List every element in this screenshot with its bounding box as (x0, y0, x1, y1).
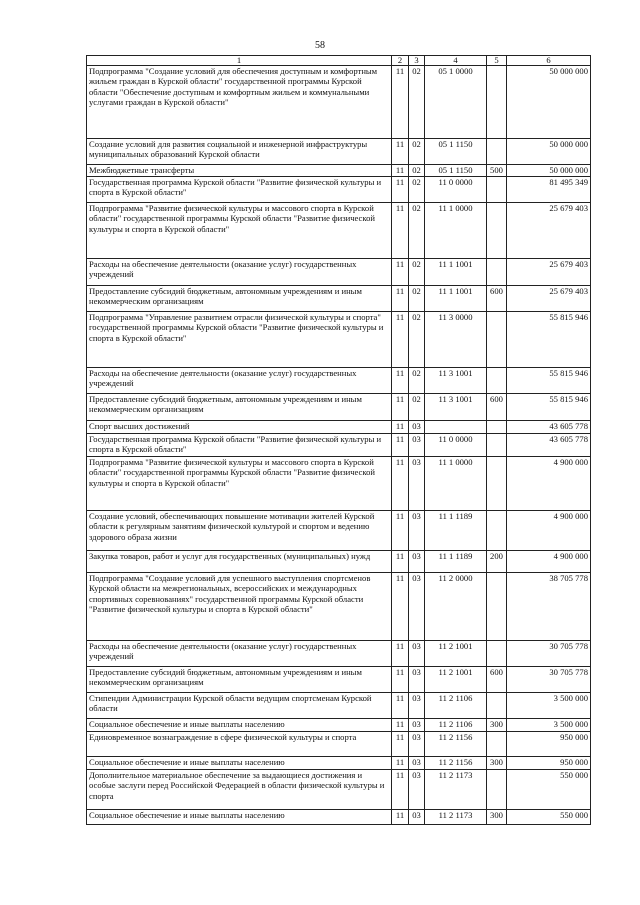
row-target-article-cell: 05 1 1150 (425, 139, 487, 165)
row-target-article-cell: 11 2 1001 (425, 641, 487, 667)
row-expense-type-cell: 300 (487, 719, 507, 732)
row-subsection-cell: 03 (409, 434, 425, 457)
row-section-cell: 11 (392, 573, 409, 641)
row-amount-cell: 25 679 403 (507, 203, 591, 259)
table-row (87, 394, 591, 421)
row-name-cell: Стипендии Администрации Курской области ведущим спортсменам Курской области (87, 693, 392, 719)
row-section-cell: 11 (392, 551, 409, 573)
table-row (87, 286, 591, 312)
row-subsection-cell: 03 (409, 511, 425, 551)
row-section-cell: 11 (392, 770, 409, 810)
row-expense-type-cell (487, 312, 507, 368)
row-target-article-cell: 11 2 1106 (425, 719, 487, 732)
table-row (87, 421, 591, 434)
row-name-cell: Межбюджетные трансферты (87, 165, 392, 177)
row-expense-type-cell (487, 139, 507, 165)
row-subsection-cell: 02 (409, 66, 425, 139)
row-section-cell: 11 (392, 394, 409, 421)
row-target-article-cell: 11 3 0000 (425, 312, 487, 368)
row-amount-cell: 50 000 000 (507, 139, 591, 165)
row-expense-type-cell: 200 (487, 551, 507, 573)
row-subsection-cell: 02 (409, 203, 425, 259)
row-section-cell: 11 (392, 732, 409, 757)
row-target-article-cell: 11 2 1156 (425, 732, 487, 757)
row-name-cell: Расходы на обеспечение деятельности (оказание услуг) государственных учреждений (87, 368, 392, 394)
row-section-cell: 11 (392, 667, 409, 693)
row-amount-cell: 55 815 946 (507, 368, 591, 394)
row-amount-cell: 3 500 000 (507, 719, 591, 732)
row-name-cell: Подпрограмма "Создание условий для обеспечения доступным и комфортным жильем граждан в Курской области" государственной программы Курской области "Обеспечение доступным и комфортным жильем и коммунальными услугами граждан в Курской области" (87, 66, 392, 139)
row-target-article-cell (425, 421, 487, 434)
row-subsection-cell: 02 (409, 177, 425, 203)
row-target-article-cell: 11 3 1001 (425, 394, 487, 421)
row-expense-type-cell (487, 177, 507, 203)
row-expense-type-cell (487, 434, 507, 457)
row-name-cell: Дополнительное материальное обеспечение за выдающиеся достижения и особые заслуги перед Российской Федерацией в области физической культуры и спорта (87, 770, 392, 810)
row-name-cell: Предоставление субсидий бюджетным, автономным учреждениям и иным некоммерческим организациям (87, 667, 392, 693)
row-target-article-cell: 11 2 1173 (425, 810, 487, 825)
row-expense-type-cell: 500 (487, 165, 507, 177)
row-expense-type-cell (487, 368, 507, 394)
row-name-cell: Социальное обеспечение и иные выплаты населению (87, 810, 392, 825)
column-header: 4 (425, 56, 487, 66)
row-subsection-cell: 03 (409, 421, 425, 434)
row-subsection-cell: 02 (409, 165, 425, 177)
row-amount-cell: 81 495 349 (507, 177, 591, 203)
table-row (87, 732, 591, 757)
row-subsection-cell: 03 (409, 757, 425, 770)
row-amount-cell: 55 815 946 (507, 312, 591, 368)
row-target-article-cell: 11 2 0000 (425, 573, 487, 641)
row-target-article-cell: 11 2 1001 (425, 667, 487, 693)
row-section-cell: 11 (392, 66, 409, 139)
row-subsection-cell: 03 (409, 641, 425, 667)
table-row (87, 368, 591, 394)
table-row (87, 573, 591, 641)
budget-table (86, 55, 591, 825)
row-target-article-cell: 11 2 1173 (425, 770, 487, 810)
row-amount-cell: 3 500 000 (507, 693, 591, 719)
row-name-cell: Социальное обеспечение и иные выплаты населению (87, 719, 392, 732)
row-subsection-cell: 02 (409, 312, 425, 368)
row-subsection-cell: 02 (409, 139, 425, 165)
row-expense-type-cell (487, 511, 507, 551)
row-subsection-cell: 03 (409, 719, 425, 732)
row-amount-cell: 50 000 000 (507, 66, 591, 139)
row-expense-type-cell (487, 259, 507, 286)
row-subsection-cell: 02 (409, 394, 425, 421)
row-expense-type-cell: 300 (487, 810, 507, 825)
row-subsection-cell: 03 (409, 551, 425, 573)
table-row (87, 719, 591, 732)
row-section-cell: 11 (392, 259, 409, 286)
row-name-cell: Подпрограмма "Управление развитием отрасли физической культуры и спорта" государственной программы Курской области "Развитие физической культуры и спорта в Курской области" (87, 312, 392, 368)
row-amount-cell: 43 605 778 (507, 434, 591, 457)
row-target-article-cell: 11 1 1001 (425, 286, 487, 312)
row-name-cell: Предоставление субсидий бюджетным, автономным учреждениям и иным некоммерческим организациям (87, 394, 392, 421)
row-expense-type-cell (487, 66, 507, 139)
table-row (87, 693, 591, 719)
row-amount-cell: 4 900 000 (507, 551, 591, 573)
row-amount-cell: 550 000 (507, 770, 591, 810)
row-amount-cell: 4 900 000 (507, 511, 591, 551)
row-name-cell: Расходы на обеспечение деятельности (оказание услуг) государственных учреждений (87, 259, 392, 286)
column-header: 6 (507, 56, 591, 66)
row-subsection-cell: 02 (409, 368, 425, 394)
row-target-article-cell: 11 0 0000 (425, 177, 487, 203)
row-amount-cell: 25 679 403 (507, 286, 591, 312)
row-amount-cell: 950 000 (507, 757, 591, 770)
row-expense-type-cell: 600 (487, 667, 507, 693)
table-row (87, 66, 591, 139)
row-section-cell: 11 (392, 139, 409, 165)
row-target-article-cell: 11 1 1189 (425, 511, 487, 551)
column-header: 2 (392, 56, 409, 66)
table-row (87, 177, 591, 203)
row-section-cell: 11 (392, 511, 409, 551)
row-expense-type-cell (487, 693, 507, 719)
table-row (87, 551, 591, 573)
row-amount-cell: 30 705 778 (507, 667, 591, 693)
row-section-cell: 11 (392, 757, 409, 770)
row-name-cell: Закупка товаров, работ и услуг для государственных (муниципальных) нужд (87, 551, 392, 573)
row-subsection-cell: 03 (409, 732, 425, 757)
row-section-cell: 11 (392, 719, 409, 732)
row-name-cell: Государственная программа Курской области "Развитие физической культуры и спорта в Курской области" (87, 434, 392, 457)
row-target-article-cell: 11 2 1156 (425, 757, 487, 770)
row-name-cell: Подпрограмма "Развитие физической культуры и массового спорта в Курской области" государственной программы Курской области "Развитие физической культуры и спорта в Курской области" (87, 203, 392, 259)
table-row (87, 312, 591, 368)
row-name-cell: Расходы на обеспечение деятельности (оказание услуг) государственных учреждений (87, 641, 392, 667)
table-row (87, 810, 591, 825)
row-amount-cell: 25 679 403 (507, 259, 591, 286)
row-subsection-cell: 03 (409, 667, 425, 693)
row-section-cell: 11 (392, 810, 409, 825)
row-section-cell: 11 (392, 368, 409, 394)
row-expense-type-cell (487, 203, 507, 259)
row-amount-cell: 38 705 778 (507, 573, 591, 641)
row-section-cell: 11 (392, 693, 409, 719)
row-section-cell: 11 (392, 286, 409, 312)
row-amount-cell: 55 815 946 (507, 394, 591, 421)
row-section-cell: 11 (392, 457, 409, 511)
row-target-article-cell: 11 1 0000 (425, 203, 487, 259)
row-section-cell: 11 (392, 421, 409, 434)
row-name-cell: Создание условий для развития социальной и инженерной инфраструктуры муниципальных образований Курской области (87, 139, 392, 165)
row-section-cell: 11 (392, 312, 409, 368)
row-section-cell: 11 (392, 641, 409, 667)
row-name-cell: Социальное обеспечение и иные выплаты населению (87, 757, 392, 770)
table-row (87, 165, 591, 177)
table-header-row (87, 56, 591, 66)
row-target-article-cell: 11 1 1189 (425, 551, 487, 573)
row-name-cell: Спорт высших достижений (87, 421, 392, 434)
row-target-article-cell: 11 2 1106 (425, 693, 487, 719)
column-header: 5 (487, 56, 507, 66)
table-row (87, 457, 591, 511)
row-subsection-cell: 03 (409, 810, 425, 825)
table-row (87, 203, 591, 259)
row-expense-type-cell: 600 (487, 286, 507, 312)
table-row (87, 770, 591, 810)
row-target-article-cell: 11 1 0000 (425, 457, 487, 511)
row-expense-type-cell (487, 421, 507, 434)
row-name-cell: Государственная программа Курской области "Развитие физической культуры и спорта в Курской области" (87, 177, 392, 203)
table-row (87, 757, 591, 770)
row-expense-type-cell (487, 457, 507, 511)
row-amount-cell: 30 705 778 (507, 641, 591, 667)
row-subsection-cell: 02 (409, 286, 425, 312)
column-header: 1 (87, 56, 392, 66)
row-expense-type-cell (487, 641, 507, 667)
row-amount-cell: 50 000 000 (507, 165, 591, 177)
row-amount-cell: 550 000 (507, 810, 591, 825)
table-row (87, 434, 591, 457)
column-header: 3 (409, 56, 425, 66)
row-expense-type-cell: 300 (487, 757, 507, 770)
row-subsection-cell: 02 (409, 259, 425, 286)
row-name-cell: Создание условий, обеспечивающих повышение мотивации жителей Курской области к регулярным занятиям физической культурой и спортом и ведению здорового образа жизни (87, 511, 392, 551)
row-expense-type-cell (487, 732, 507, 757)
table-row (87, 139, 591, 165)
page-number: 58 (315, 40, 325, 51)
row-subsection-cell: 03 (409, 457, 425, 511)
row-section-cell: 11 (392, 177, 409, 203)
row-section-cell: 11 (392, 165, 409, 177)
row-target-article-cell: 11 0 0000 (425, 434, 487, 457)
row-target-article-cell: 11 3 1001 (425, 368, 487, 394)
row-section-cell: 11 (392, 203, 409, 259)
row-subsection-cell: 03 (409, 693, 425, 719)
row-name-cell: Предоставление субсидий бюджетным, автономным учреждениям и иным некоммерческим организациям (87, 286, 392, 312)
row-amount-cell: 4 900 000 (507, 457, 591, 511)
row-amount-cell: 950 000 (507, 732, 591, 757)
row-target-article-cell: 11 1 1001 (425, 259, 487, 286)
row-target-article-cell: 05 1 0000 (425, 66, 487, 139)
row-subsection-cell: 03 (409, 573, 425, 641)
row-expense-type-cell: 600 (487, 394, 507, 421)
row-expense-type-cell (487, 770, 507, 810)
row-amount-cell: 43 605 778 (507, 421, 591, 434)
row-subsection-cell: 03 (409, 770, 425, 810)
table-row (87, 667, 591, 693)
table-row (87, 259, 591, 286)
row-expense-type-cell (487, 573, 507, 641)
table-row (87, 641, 591, 667)
row-target-article-cell: 05 1 1150 (425, 165, 487, 177)
row-name-cell: Единовременное вознаграждение в сфере физической культуры и спорта (87, 732, 392, 757)
row-section-cell: 11 (392, 434, 409, 457)
row-name-cell: Подпрограмма "Развитие физической культуры и массового спорта в Курской области" государственной программы Курской области "Развитие физической культуры и спорта в Курской области" (87, 457, 392, 511)
row-name-cell: Подпрограмма "Создание условий для успешного выступления спортсменов Курской области на межрегиональных, всероссийских и международных спортивных соревнованиях" государственной программы Курской области "Развитие физической культуры и спорта в Курской области" (87, 573, 392, 641)
table-row (87, 511, 591, 551)
